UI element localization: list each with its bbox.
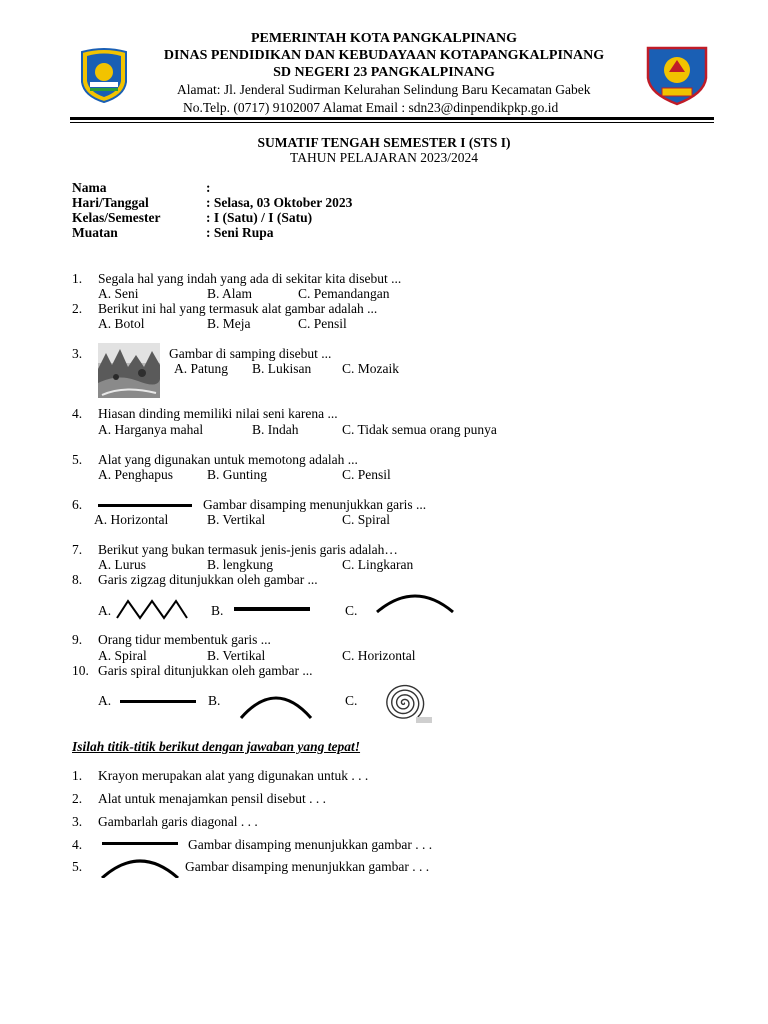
header-line-3: SD NEGERI 23 PANGKALPINANG <box>273 65 495 80</box>
header-line-1: PEMERINTAH KOTA PANGKALPINANG <box>250 31 517 46</box>
landscape-painting-image <box>98 343 160 398</box>
zigzag-line-image <box>116 598 188 620</box>
question-number: 8. <box>72 572 83 587</box>
option-b: B. Gunting <box>207 467 268 482</box>
question-text: Berikut yang bukan termasuk jenis-jenis garis adalah… <box>98 542 398 557</box>
question-text: Gambar di samping disebut ... <box>169 346 332 361</box>
exam-title: SUMATIF TENGAH SEMESTER I (STS I) <box>257 135 511 150</box>
question-number: 10. <box>72 663 89 678</box>
essay-number: 3. <box>72 814 83 829</box>
option-b: B. lengkung <box>207 557 273 572</box>
question-text: Orang tidur membentuk garis ... <box>98 632 271 647</box>
essay-text: Gambar disamping menunjukkan gambar . . . <box>185 859 430 874</box>
question-text: Garis spiral ditunjukkan oleh gambar ... <box>98 663 313 678</box>
option-c: C. Lingkaran <box>342 557 414 572</box>
question-number: 4. <box>72 406 83 421</box>
header-line-2: DINAS PENDIDIKAN DAN KEBUDAYAAN KOTAPANGKALPINANG <box>163 48 605 63</box>
option-c: C. Mozaik <box>342 361 399 376</box>
essay-text: Alat untuk menajamkan pensil disebut . . . <box>98 791 326 806</box>
option-a: A. Botol <box>98 316 145 331</box>
option-b: B. <box>211 603 224 618</box>
header-address: Alamat: Jl. Jenderal Sudirman Kelurahan Selindung Baru Kecamatan Gabek <box>177 82 591 97</box>
identity-value: : Selasa, 03 Oktober 2023 <box>206 195 353 210</box>
option-c: C. Pensil <box>342 467 391 482</box>
option-b: B. Vertikal <box>207 512 266 527</box>
identity-label: Kelas/Semester <box>72 210 161 225</box>
horizontal-line-image <box>98 504 192 507</box>
identity-value: : <box>206 180 211 195</box>
essay-number: 4. <box>72 837 83 852</box>
spiral-line-image <box>374 681 436 727</box>
option-a: A. Seni <box>98 286 139 301</box>
question-number: 5. <box>72 452 83 467</box>
curved-line-image <box>238 690 314 720</box>
option-a: A. Patung <box>174 361 228 376</box>
question-text: Hiasan dinding memiliki nilai seni karena ... <box>98 406 338 421</box>
option-b: B. Lukisan <box>252 361 312 376</box>
option-b: B. Indah <box>252 422 299 437</box>
straight-line-image <box>234 607 310 611</box>
option-a: A. Horizontal <box>94 512 169 527</box>
option-a: A. <box>98 603 112 618</box>
question-number: 6. <box>72 497 83 512</box>
question-number: 1. <box>72 271 83 286</box>
option-c: C. Pensil <box>298 316 347 331</box>
option-c: C. <box>345 693 358 708</box>
question-number: 7. <box>72 542 83 557</box>
option-a: A. Penghapus <box>98 467 173 482</box>
identity-label: Nama <box>72 180 107 195</box>
straight-line-image <box>102 842 178 845</box>
option-a: A. <box>98 693 112 708</box>
option-a: A. Spiral <box>98 648 147 663</box>
question-text: Berikut ini hal yang termasuk alat gambar adalah ... <box>98 301 378 316</box>
essay-text: Gambar disamping menunjukkan gambar . . . <box>188 837 433 852</box>
header-contact: No.Telp. (0717) 9102007 Alamat Email : sdn23@dinpendikpkp.go.id <box>183 100 559 115</box>
header-divider-thin <box>70 122 714 123</box>
option-b: B. <box>208 693 221 708</box>
essay-number: 5. <box>72 859 83 874</box>
option-b: B. Meja <box>207 316 251 331</box>
question-number: 9. <box>72 632 83 647</box>
curved-line-image <box>374 588 456 614</box>
curved-line-image <box>98 854 182 878</box>
essay-number: 1. <box>72 768 83 783</box>
essay-instruction: Isilah titik-titik berikut dengan jawaban yang tepat! <box>72 739 361 754</box>
essay-number: 2. <box>72 791 83 806</box>
identity-value: : Seni Rupa <box>206 225 274 240</box>
option-b: B. Alam <box>207 286 253 301</box>
option-c: C. Horizontal <box>342 648 416 663</box>
option-c: C. Spiral <box>342 512 391 527</box>
option-c: C. Tidak semua orang punya <box>342 422 497 437</box>
exam-year: TAHUN PELAJARAN 2023/2024 <box>290 150 478 165</box>
straight-line-image <box>120 700 196 703</box>
question-text: Segala hal yang indah yang ada di sekitar kita disebut ... <box>98 271 402 286</box>
option-a: A. Lurus <box>98 557 146 572</box>
identity-value: : I (Satu) / I (Satu) <box>206 210 313 225</box>
identity-label: Muatan <box>72 225 118 240</box>
option-b: B. Vertikal <box>207 648 266 663</box>
header-divider-thick <box>70 117 714 120</box>
option-c: C. Pemandangan <box>298 286 390 301</box>
option-a: A. Harganya mahal <box>98 422 204 437</box>
essay-text: Krayon merupakan alat yang digunakan untuk . . . <box>98 768 369 783</box>
question-text: Gambar disamping menunjukkan garis ... <box>203 497 427 512</box>
question-text: Garis zigzag ditunjukkan oleh gambar ... <box>98 572 318 587</box>
question-number: 2. <box>72 301 83 316</box>
option-c: C. <box>345 603 358 618</box>
question-number: 3. <box>72 346 83 361</box>
essay-text: Gambarlah garis diagonal . . . <box>98 814 258 829</box>
identity-label: Hari/Tanggal <box>72 195 149 210</box>
question-text: Alat yang digunakan untuk memotong adalah ... <box>98 452 358 467</box>
